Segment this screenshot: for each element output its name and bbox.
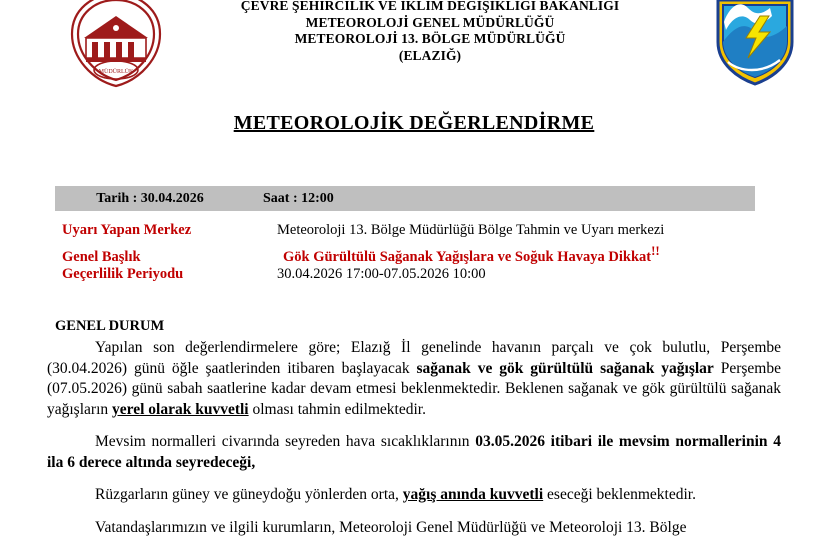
warning-exclamation: !! [651, 243, 660, 258]
info-value-general-title-text: Gök Gürültülü Sağanak Yağışlara ve Soğuk Havaya Dikkat [283, 248, 652, 265]
page-title [0, 112, 828, 135]
header-line-2: METEOROLOJİ GENEL MÜDÜRLÜĞÜ [305, 14, 555, 30]
republic-of-turkiye-emblem [62, 0, 170, 88]
info-value-general-title [277, 243, 795, 266]
meteoroloji-genel-mudurlugu-logo [706, 0, 804, 86]
info-label-general-title: Genel Başlık [62, 248, 141, 265]
paragraph-1: Yapılan son değerlendirmelere göre; Elazığ İl genelinde havanın parçalı ve çok bulutlu, Perşembe (30.04.2026) günü öğle şaatlerinden itibaren başlayacak sağanak ve gök gürültülü sağanak yağışlar Perşembe (07.05.2026) günü sabah saatlerine kadar devam etmesi beklenmektedir. Beklenen sağanak ve gök gürültülü sağanak yağışların yerel olarak kuvvetli olması tahmin edilmektedir. [47, 339, 781, 418]
page-title-text: METEOROLOJİK DEĞERLENDİRME [233, 112, 595, 134]
header-line-3: METEOROLOJİ 13. BÖLGE MÜDÜRLÜĞÜ [294, 31, 566, 46]
header-line-4: (ELAZIĞ) [398, 47, 462, 63]
info-row-general-title [55, 243, 795, 266]
info-label-validity-period: Geçerlilik Periyodu [62, 265, 184, 282]
info-bar [55, 186, 755, 211]
info-label-warning-center: Uyarı Yapan Merkez [62, 222, 192, 238]
info-time: Saat : 12:00 [263, 190, 334, 206]
svg-text:MÜDÜRLÜK: MÜDÜRLÜK [98, 69, 134, 75]
info-date: Tarih : 30.04.2026 [96, 190, 204, 206]
paragraph-4: Vatandaşlarımızın ve ilgili kurumların, Meteoroloji Genel Müdürlüğü ve Meteoroloji 13. Bölge [95, 518, 687, 536]
paragraph-2: Mevsim normalleri civarında seyreden hava sıcaklıklarının 03.05.2026 itibari ile mevsim normallerinin 4 ila 6 derece altında seyredeceği, [47, 433, 781, 471]
info-row-validity-period [55, 266, 795, 287]
header-line-1: ÇEVRE ŞEHİRCİLİK VE İKLİM DEĞİŞİKLİGI BAKANLIĞI [240, 0, 620, 13]
paragraph-3: Rüzgarların güney ve güneydoğu yönlerden orta, yağış anında kuvvetli eseceği beklenmektedir. [95, 486, 696, 503]
info-row-warning-center [55, 222, 795, 243]
document-header [0, 0, 828, 86]
document-body [47, 338, 781, 550]
info-rows [55, 222, 795, 287]
section-heading-general-situation: GENEL DURUM [55, 318, 165, 334]
info-value-warning-center: Meteoroloji 13. Bölge Müdürlüğü Bölge Tahmin ve Uyarı merkezi [277, 222, 665, 238]
info-value-validity-period: 30.04.2026 17:00-07.05.2026 10:00 [277, 265, 486, 282]
header-titles [180, 0, 680, 64]
